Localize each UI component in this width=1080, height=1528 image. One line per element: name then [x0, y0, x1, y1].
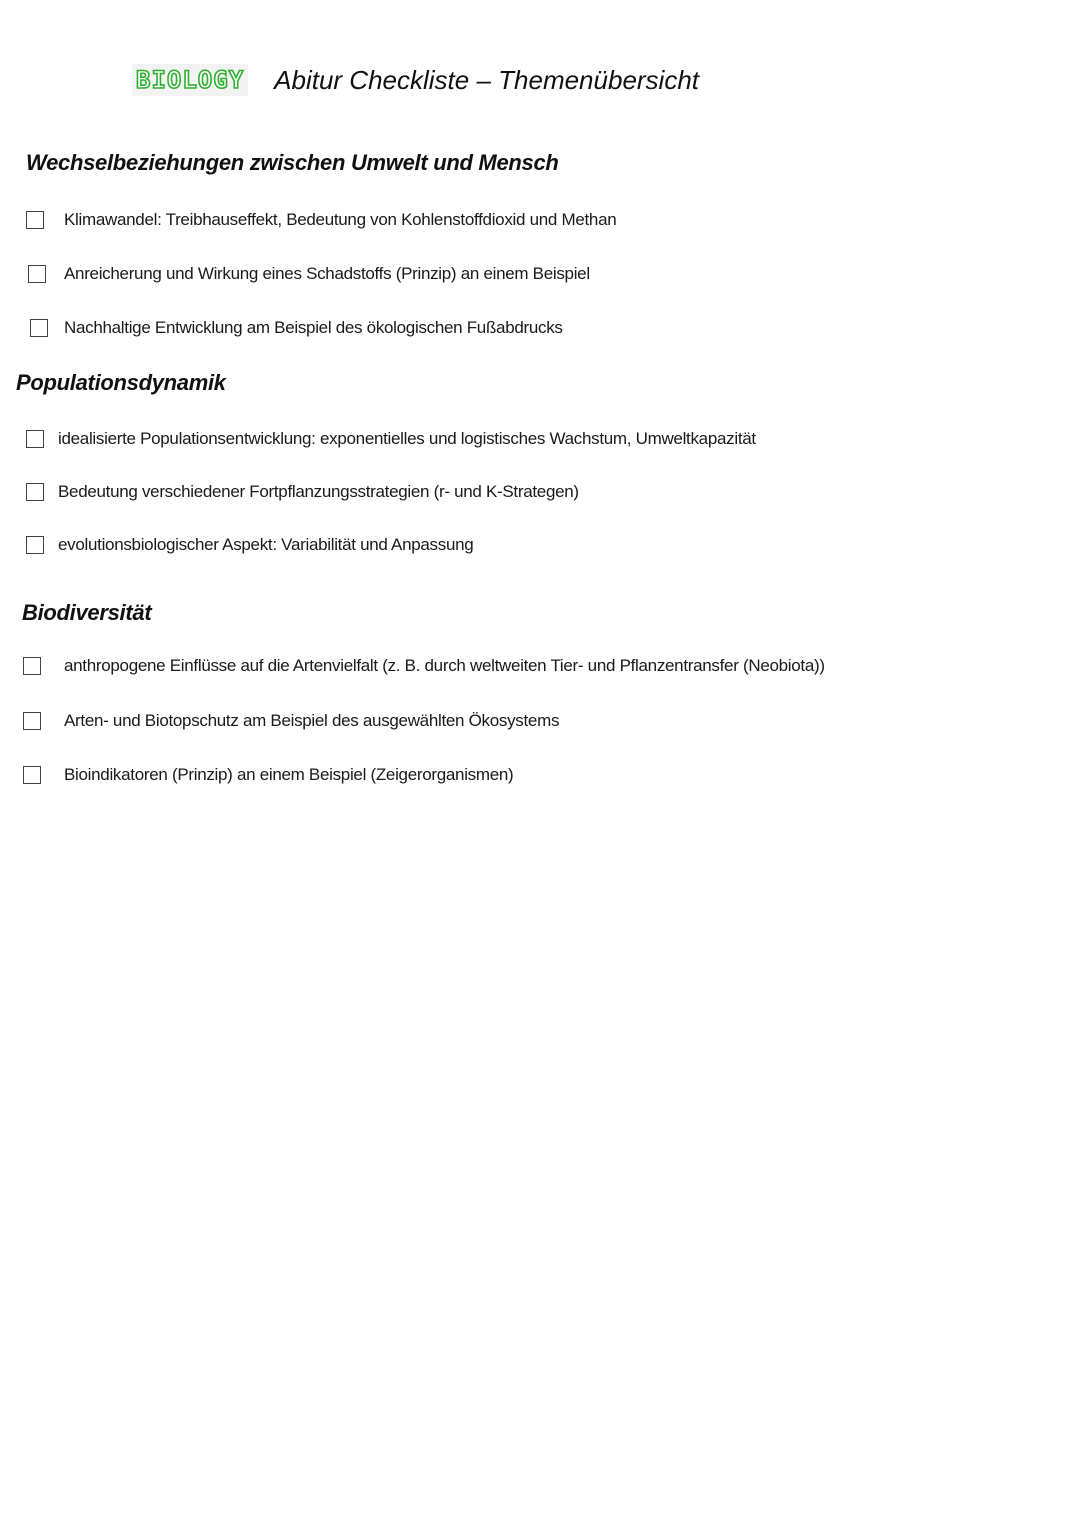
checkbox[interactable] [23, 657, 41, 675]
checkbox[interactable] [30, 319, 48, 337]
checkbox[interactable] [26, 430, 44, 448]
checklist-item[interactable] [26, 210, 616, 230]
biology-logo: BIOLOGY [132, 64, 248, 96]
page-title: Abitur Checkliste – Themenübersicht [274, 64, 700, 95]
checkbox[interactable] [23, 712, 41, 730]
checklist-item-label: Klimawandel: Treibhauseffekt, Bedeutung von Kohlenstoffdioxid und Methan [64, 210, 617, 229]
checklist-item[interactable] [23, 711, 559, 731]
section-heading-umwelt-mensch: Wechselbeziehungen zwischen Umwelt und Mensch [26, 150, 559, 175]
checkbox[interactable] [23, 766, 41, 784]
checklist-item-label: Nachhaltige Entwicklung am Beispiel des ökologischen Fußabdrucks [64, 318, 563, 337]
checklist-item[interactable] [23, 765, 513, 785]
checklist-item-label: anthropogene Einflüsse auf die Artenvielfalt (z. B. durch weltweiten Tier- und Pflanzentransfer (Neobiota)) [64, 656, 825, 675]
checkbox[interactable] [26, 536, 44, 554]
checklist-item[interactable] [26, 482, 579, 502]
checklist-item-label: Anreicherung und Wirkung eines Schadstoffs (Prinzip) an einem Beispiel [64, 264, 590, 283]
checklist-item-label: evolutionsbiologischer Aspekt: Variabilität und Anpassung [58, 535, 474, 554]
checklist-item-label: Bioindikatoren (Prinzip) an einem Beispiel (Zeigerorganismen) [64, 765, 514, 784]
section-heading-biodiversitaet: Biodiversität [22, 600, 152, 625]
checklist-item[interactable] [30, 318, 563, 338]
checklist-item-label: Bedeutung verschiedener Fortpflanzungsstrategien (r- und K-Strategen) [58, 482, 579, 501]
checkbox[interactable] [26, 483, 44, 501]
checklist-item-label: Arten- und Biotopschutz am Beispiel des ausgewählten Ökosystems [64, 711, 560, 730]
checklist-item[interactable] [26, 535, 473, 555]
section-heading-populationsdynamik: Populationsdynamik [16, 370, 226, 395]
checklist-item-label: idealisierte Populationsentwicklung: exponentielles und logistisches Wachstum, Umweltkapazität [58, 429, 756, 448]
page-header [132, 64, 699, 96]
checklist-item[interactable] [26, 429, 756, 449]
checkbox[interactable] [28, 265, 46, 283]
checklist-item[interactable] [28, 264, 590, 284]
checkbox[interactable] [26, 211, 44, 229]
checklist-item[interactable] [23, 656, 825, 676]
